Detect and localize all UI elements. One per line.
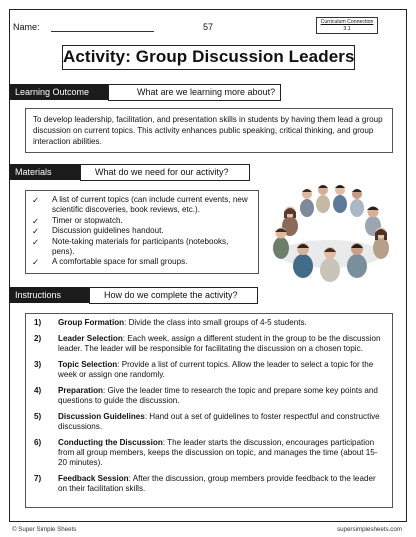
- instruction-step: [34, 318, 384, 328]
- checkmark-icon: ✓: [32, 257, 40, 267]
- step-number: 7): [34, 474, 42, 483]
- page-title: Activity: Group Discussion Leaders: [62, 45, 355, 70]
- step-term: Conducting the Discussion: [58, 437, 163, 447]
- checkmark-icon: ✓: [32, 215, 40, 226]
- step-text: : Divide the class into small groups of 4-5 students.: [124, 318, 307, 327]
- step-text: : Provide a list of current topics. Allow the leader to select a topic for the week or assign one randomly.: [58, 359, 374, 379]
- learning-outcome-bar: [9, 84, 108, 100]
- step-number: 5): [34, 411, 42, 421]
- instructions-list: [26, 314, 392, 502]
- materials-item-text: Timer or stopwatch.: [52, 215, 123, 225]
- instruction-step: [34, 334, 384, 355]
- materials-item-text: A list of current topics (can include current events, new scientific discoveries, book reviews, etc.).: [52, 195, 248, 214]
- student-figure: [316, 185, 330, 213]
- step-term: Leader Selection: [58, 333, 123, 343]
- step-text: : Give the leader time to research the topic and prepare some key points and questions to guide the discussion.: [58, 385, 378, 405]
- students-discussion-circle-illustration: [263, 170, 397, 290]
- instructions-label: Instructions: [15, 290, 62, 300]
- instruction-step: [34, 412, 384, 433]
- instructions-box: [25, 313, 393, 508]
- step-number: 3): [34, 359, 42, 369]
- learning-outcome-label: Learning Outcome: [15, 87, 90, 97]
- materials-box: [25, 190, 259, 274]
- materials-item-text: A comfortable space for small groups.: [52, 257, 188, 266]
- step-term: Discussion Guidelines: [58, 411, 145, 421]
- step-number: 2): [34, 333, 42, 343]
- instruction-step: [34, 438, 384, 469]
- curriculum-connection-number: 3.1: [343, 26, 351, 32]
- curriculum-connection-label: Curriculum Connection: [320, 19, 374, 25]
- step-number: 1): [34, 318, 42, 327]
- step-number: 4): [34, 385, 42, 395]
- instruction-step: [34, 474, 384, 495]
- instruction-step: [34, 386, 384, 407]
- materials-bar: [9, 164, 80, 180]
- step-term: Feedback Session: [58, 474, 129, 483]
- student-figure: [350, 189, 364, 217]
- instruction-step: [34, 360, 384, 381]
- step-text: : After the discussion, group members provide feedback to the leader on their facilitation skills.: [58, 474, 376, 494]
- footer-website: supersimplesheets.com: [337, 526, 402, 533]
- learning-outcome-text: To develop leadership, facilitation, and presentation skills in students by having them lead a group discussion on current topics. This activity enhances public speaking, critical thinking, and group interaction abilities.: [33, 115, 383, 146]
- instructions-question: How do we complete the activity?: [89, 287, 258, 304]
- materials-item: [32, 257, 252, 267]
- materials-item: [32, 226, 252, 236]
- instructions-bar: [9, 287, 89, 303]
- materials-item-text: Discussion guidelines handout.: [52, 226, 164, 235]
- step-term: Preparation: [58, 385, 103, 395]
- materials-item-text: Note-taking materials for participants (notebooks, pens).: [52, 236, 229, 256]
- student-figure: [333, 185, 347, 213]
- checkmark-icon: ✓: [32, 195, 40, 205]
- materials-item: [32, 237, 252, 257]
- page-number: 57: [203, 22, 214, 32]
- curriculum-connection-box: [316, 17, 378, 34]
- materials-item: [32, 216, 252, 226]
- footer-copyright: © Super Simple Sheets: [12, 526, 77, 533]
- step-term: Group Formation: [58, 318, 125, 327]
- name-blank-line: [51, 31, 154, 32]
- materials-item: [32, 195, 252, 215]
- step-term: Topic Selection: [58, 359, 118, 369]
- materials-question: What do we need for our activity?: [80, 164, 250, 181]
- materials-list: [26, 191, 258, 270]
- step-text: : The leader starts the discussion, encourages participation from all group members, keeps the discussion on topic, and manages the time (about 15-20 minutes).: [58, 437, 378, 468]
- learning-outcome-question: What are we learning more about?: [108, 84, 281, 101]
- name-label: Name:: [13, 22, 40, 32]
- step-number: 6): [34, 437, 42, 447]
- materials-label: Materials: [15, 167, 52, 177]
- step-text: : Each week, assign a different student in the group to be the discussion leader. The leader will be responsible for facilitating the discussion on a chosen topic.: [58, 333, 381, 353]
- step-text: : Hand out a set of guidelines to foster respectful and constructive discussions.: [58, 411, 380, 431]
- checkmark-icon: ✓: [32, 236, 40, 247]
- learning-outcome-box: [25, 108, 393, 153]
- checkmark-icon: ✓: [32, 226, 40, 236]
- student-figure: [300, 189, 314, 217]
